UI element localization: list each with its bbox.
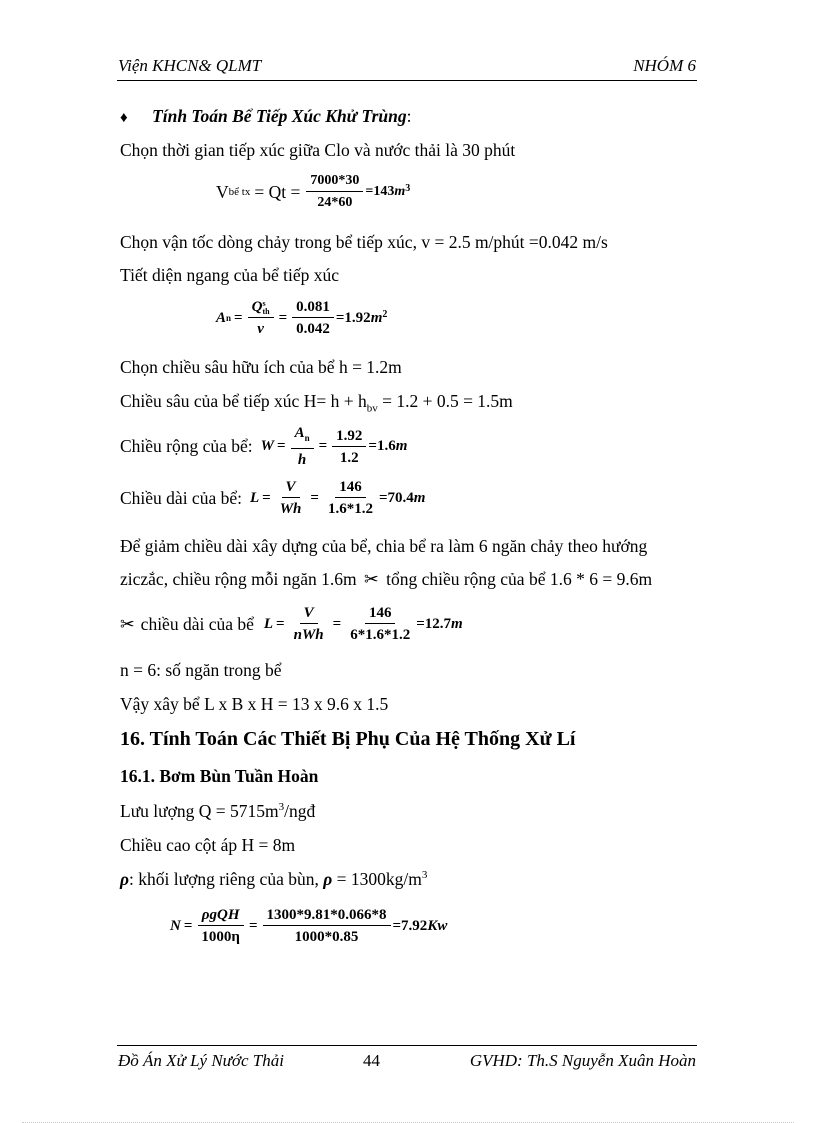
- formula-area: A n = Q s th v = $\frac{0.081}{0.042}$ =1.92 m $^2$: [216, 298, 388, 337]
- formula-pump-power: N = $\frac{\text{ρgQH}}{1000\eta}$ = $\frac{1300*9.81*0.066*8}{1000*0.85}$ =7.92 Kw: [170, 907, 448, 945]
- line-compartment-length: ✂ chiều dài của bể L = $\frac{V}{\text{nWh}}$ = $\frac{146}{6*1.6*1.2}$ =12.7 m: [120, 605, 463, 643]
- formula-length: L = $\frac{V}{Wh}$ = $\frac{146}{1.6*1.2}$ =70.4 m: [249, 479, 426, 517]
- page-number: 44: [363, 1051, 380, 1070]
- line-sludge-density: ρ: khối lượng riêng của bùn, $\rho = 1300kg/m^3$: [120, 869, 428, 889]
- line-total-depth: Chiều sâu của bể tiếp xúc $H= h + h_{bv} = 1.2 + 0.5 = 1.5m$: [120, 391, 513, 415]
- line-pump-flow: Lưu lượng $Q = 5715m^3$/ngđ: [120, 801, 316, 821]
- header-right: NHÓM 6: [633, 56, 696, 75]
- section-heading: [120, 106, 411, 127]
- line-useful-depth: Chọn chiều sâu hữu ích của bể h = 1.2m: [120, 357, 402, 377]
- footer-right: GVHD: Th.S Nguyễn Xuân Hoàn: [469, 1051, 696, 1070]
- line-width: Chiều rộng của bể: W = $\frac{A_n}{h}$ = $\frac{1.92}{1.2}$ =1.6 m: [120, 425, 408, 468]
- header-rule: [117, 80, 697, 81]
- diamond-bullet-icon: ♦: [120, 110, 128, 126]
- section-title-punct: :: [406, 106, 412, 126]
- line-dimensions: Vậy xây bể L x B x H = 13 x 9.6 x 1.5: [120, 694, 389, 714]
- implies-icon: ✂: [364, 569, 379, 589]
- footer-left: Đồ Án Xử Lý Nước Thải: [118, 1051, 284, 1070]
- line-pump-head: Chiều cao cột áp H = 8m: [120, 835, 296, 855]
- header-left: Viện KHCN& QLMT: [118, 56, 262, 75]
- heading-16-1: 16.1. Bơm Bùn Tuần Hoàn: [120, 766, 319, 786]
- line-flow-velocity: Chọn vận tốc dòng chảy trong bể tiếp xúc, v = 2.5 m/phút =0.042 m/s: [120, 232, 608, 252]
- implies-icon: ✂: [120, 613, 135, 634]
- formula-width: W = $\frac{A_n}{h}$ = $\frac{1.92}{1.2}$ =1.6 m: [260, 425, 408, 468]
- line-contact-time: Chọn thời gian tiếp xúc giữa Clo và nước thải là 30 phút: [120, 140, 516, 160]
- line-partition: Để giảm chiều dài xây dựng của bể, chia bể ra làm 6 ngăn chảy theo hướng: [120, 536, 648, 556]
- line-zigzag: ziczắc, chiều rộng mỗi ngăn 1.6m ✂ tổng chiều rộng của bể 1.6 * 6 = 9.6m: [120, 569, 653, 589]
- footer-rule: [117, 1045, 697, 1046]
- formula-compartment-length: L = $\frac{V}{\text{nWh}}$ = $\frac{146}{6*1.6*1.2}$ =12.7 m: [263, 605, 463, 643]
- line-n: n = 6: số ngăn trong bể: [120, 660, 282, 680]
- line-length: Chiều dài của bể: L = $\frac{V}{Wh}$ = $\frac{146}{1.6*1.2}$ =70.4 m: [120, 479, 426, 517]
- line-cross-section: Tiết diện ngang của bể tiếp xúc: [120, 265, 340, 285]
- heading-16: 16. Tính Toán Các Thiết Bị Phụ Của Hệ Thống Xử Lí: [120, 728, 576, 750]
- formula-volume: V bể tx = Qt = $\frac{7000*30}{24*60}$ =143 m $^3$: [216, 173, 411, 210]
- section-title: Tính Toán Bể Tiếp Xúc Khử Trùng: [152, 106, 407, 126]
